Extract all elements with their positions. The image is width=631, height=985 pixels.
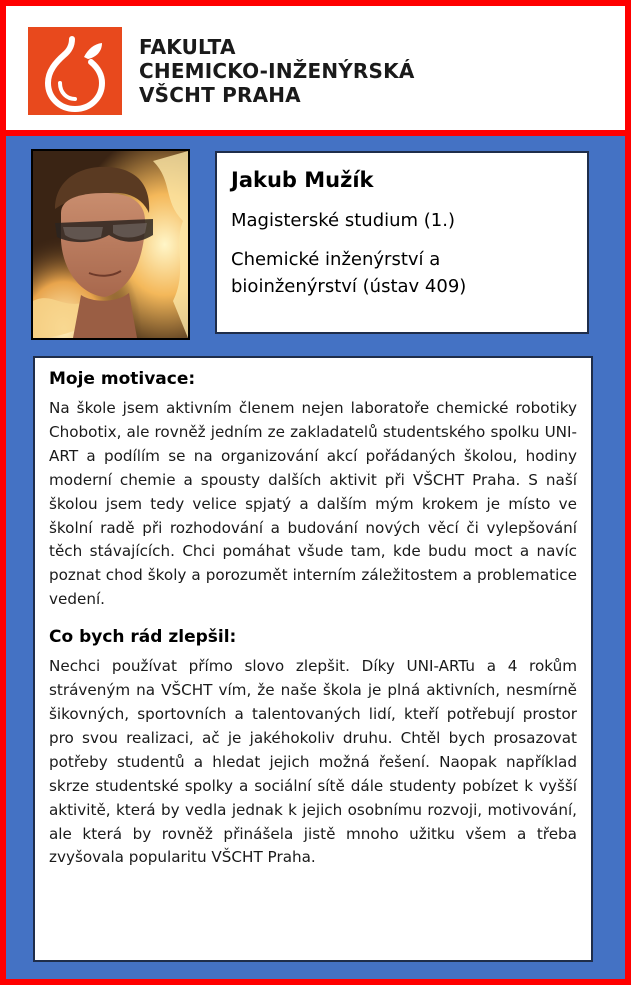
program-line-1: Chemické inženýrství a — [231, 249, 441, 270]
motivation-heading: Moje motivace: — [49, 369, 196, 389]
improve-heading: Co bych rád zlepšil: — [49, 627, 237, 648]
header — [6, 6, 625, 136]
motivation-text: Na škole jsem aktivním členem nejen laboratoře chemické robotiky Chobotix, ale rovněž jedním ze zakladatelů studentského spolku UNI-ART a podílím se na organizování akcí pořádaných školou, hodiny moderní chemie a spousty dalších aktivit při VŠCHT Praha. S naší školou jsem tedy velice spjatý a dalším mým krokem je místo ve školní radě při rozhodování a budování nových věcí či vylepšování těch stávajících. Chci pomáhat všude tam, kde budu moct a navíc poznat chod školy a porozumět interním záležitostem a problematice vedení. — [49, 399, 577, 609]
candidate-photo — [31, 149, 190, 340]
improve-text: Nechci používat přímo slovo zlepšit. Díky UNI-ARTu a 4 rokům stráveným na VŠCHT vím, že naše škola je plná aktivních, nesmírně šikovných, sportovních a talentovaných lidí, kteří potřebují prostor pro svou realizaci, ač je jakéhokoliv druhu. Chtěl bych prosazovat potřeby studentů a hledat jejich možná řešení. Naopak například skrze studentské spolky a sociální sítě dále studenty pobízet k vyšší aktivitě, která by vedla jednak k jejich osobnímu rozvoji, motivování, ale která by rovněž přinášela jistě mnoho užitku všem a třeba zvyšovala popularitu VŠCHT Praha. — [49, 657, 577, 867]
study-level: Magisterské studium (1.) — [231, 210, 456, 231]
faculty-logo — [28, 27, 122, 115]
program-line-2: bioinženýrství (ústav 409) — [231, 276, 467, 297]
faculty-name — [139, 35, 415, 107]
faculty-line-1: FAKULTA — [139, 35, 236, 59]
faculty-line-3: VŠCHT PRAHA — [139, 83, 301, 107]
portrait-image — [33, 151, 188, 338]
faculty-line-2: CHEMICKO-INŽENÝRSKÁ — [139, 59, 415, 83]
flask-drop-logo-icon — [28, 27, 122, 115]
candidate-info-box — [215, 151, 589, 334]
statement-box — [33, 356, 593, 962]
candidate-name: Jakub Mužík — [231, 168, 374, 192]
